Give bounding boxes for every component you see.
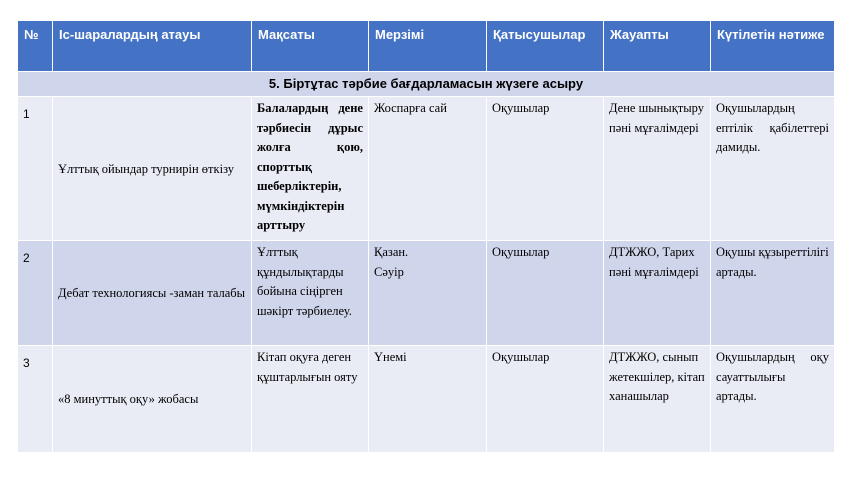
participants: Оқушылар bbox=[487, 241, 604, 346]
table-row bbox=[18, 241, 835, 346]
expected-result: Оқушы құзыреттілігі артады. bbox=[711, 241, 835, 346]
goal: Ұлттық құндылықтарды бойына сіңірген шәкірт тәрбиелеу. bbox=[252, 241, 369, 346]
table-row bbox=[18, 346, 835, 453]
section-title: 5. Біртұтас тәрбие бағдарламасын жүзеге асыру bbox=[18, 72, 835, 97]
header-goal: Мақсаты bbox=[252, 21, 369, 72]
header-number: № bbox=[18, 21, 53, 72]
expected-result: Оқушылардың ептілік қабілеттері дамиды. bbox=[711, 97, 835, 241]
event-name: Дебат технологиясы -заман талабы bbox=[53, 241, 252, 346]
header-responsible: Жауапты bbox=[604, 21, 711, 72]
term: Қазан. Сәуір bbox=[369, 241, 487, 346]
participants: Оқушылар bbox=[487, 346, 604, 453]
event-name: Ұлттық ойындар турнирін өткізу bbox=[53, 97, 252, 241]
term: Үнемі bbox=[369, 346, 487, 453]
plan-table bbox=[17, 20, 835, 453]
responsible: ДТЖЖО, сынып жетекшілер, кітапханашылар bbox=[604, 346, 711, 453]
goal: Кітап оқуға деген құштарлығын ояту bbox=[252, 346, 369, 453]
header-event-name: Іс-шаралардың атауы bbox=[53, 21, 252, 72]
row-number: 2 bbox=[18, 241, 53, 346]
responsible: ДТЖЖО, Тарих пәні мұғалімдері bbox=[604, 241, 711, 346]
responsible: Дене шынықтыру пәні мұғалімдері bbox=[604, 97, 711, 241]
participants: Оқушылар bbox=[487, 97, 604, 241]
row-number: 3 bbox=[18, 346, 53, 453]
goal: Балалардың дене тәрбиесін дұрыс жолға қою, спорттық шеберліктерін, мүмкіндіктерін арттыру bbox=[252, 97, 369, 241]
table-row bbox=[18, 97, 835, 241]
header-participants: Қатысушылар bbox=[487, 21, 604, 72]
section-row bbox=[18, 72, 835, 97]
table-header-row bbox=[18, 21, 835, 72]
event-name: «8 минуттық оқу» жобасы bbox=[53, 346, 252, 453]
row-number: 1 bbox=[18, 97, 53, 241]
header-expected-result: Күтілетін нәтиже bbox=[711, 21, 835, 72]
header-term: Мерзімі bbox=[369, 21, 487, 72]
term: Жоспарға сай bbox=[369, 97, 487, 241]
expected-result: Оқушылардың оқу сауаттылығы артады. bbox=[711, 346, 835, 453]
